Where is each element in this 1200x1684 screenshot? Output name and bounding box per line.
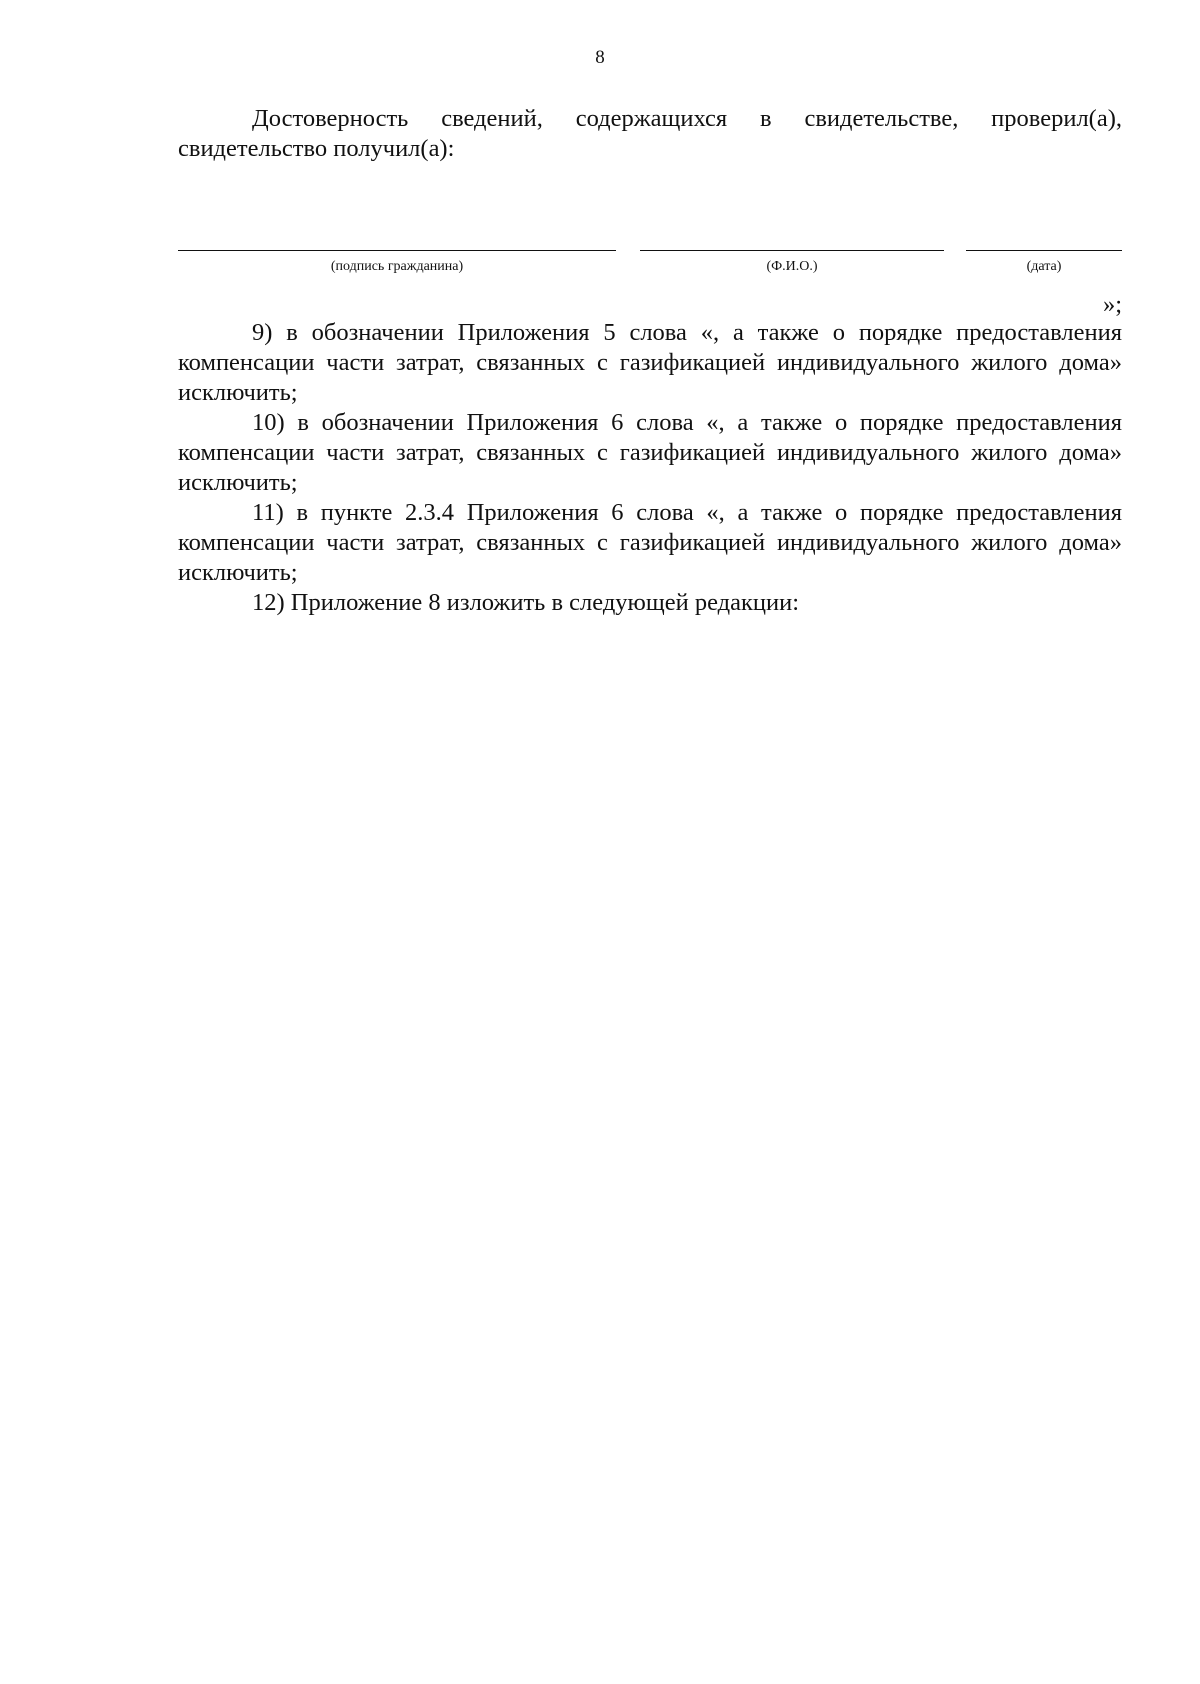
date-caption: (дата) xyxy=(1026,259,1062,274)
amendment-item-9: 9) в обозначении Приложения 5 слова «, а также о порядке предоставления компенсации части затрат, связанных с газификацией индивидуального жилого дома» исключить; xyxy=(178,319,1122,406)
page-number: 8 xyxy=(595,47,605,68)
full-name-caption: (Ф.И.О.) xyxy=(766,259,818,274)
signature-line xyxy=(178,250,616,251)
amendment-item-11: 11) в пункте 2.3.4 Приложения 6 слова «, а также о порядке предоставления компенсации части затрат, связанных с газификацией индивидуального жилого дома» исключить; xyxy=(178,499,1122,586)
amendment-item-10: 10) в обозначении Приложения 6 слова «, а также о порядке предоставления компенсации части затрат, связанных с газификацией индивидуального жилого дома» исключить; xyxy=(178,409,1122,496)
signature-caption: (подпись гражданина) xyxy=(330,259,464,274)
full-name-line xyxy=(640,250,944,251)
closing-quote: »; xyxy=(1102,291,1122,318)
amendment-item-12: 12) Приложение 8 изложить в следующей редакции: xyxy=(252,589,800,616)
date-line xyxy=(966,250,1122,251)
amendment-list xyxy=(178,318,1122,618)
intro-paragraph: Достоверность сведений, содержащихся в свидетельстве, проверил(а), свидетельство получил(а): xyxy=(178,105,1122,162)
intro-section xyxy=(178,104,1122,164)
signature-block xyxy=(178,250,1122,284)
